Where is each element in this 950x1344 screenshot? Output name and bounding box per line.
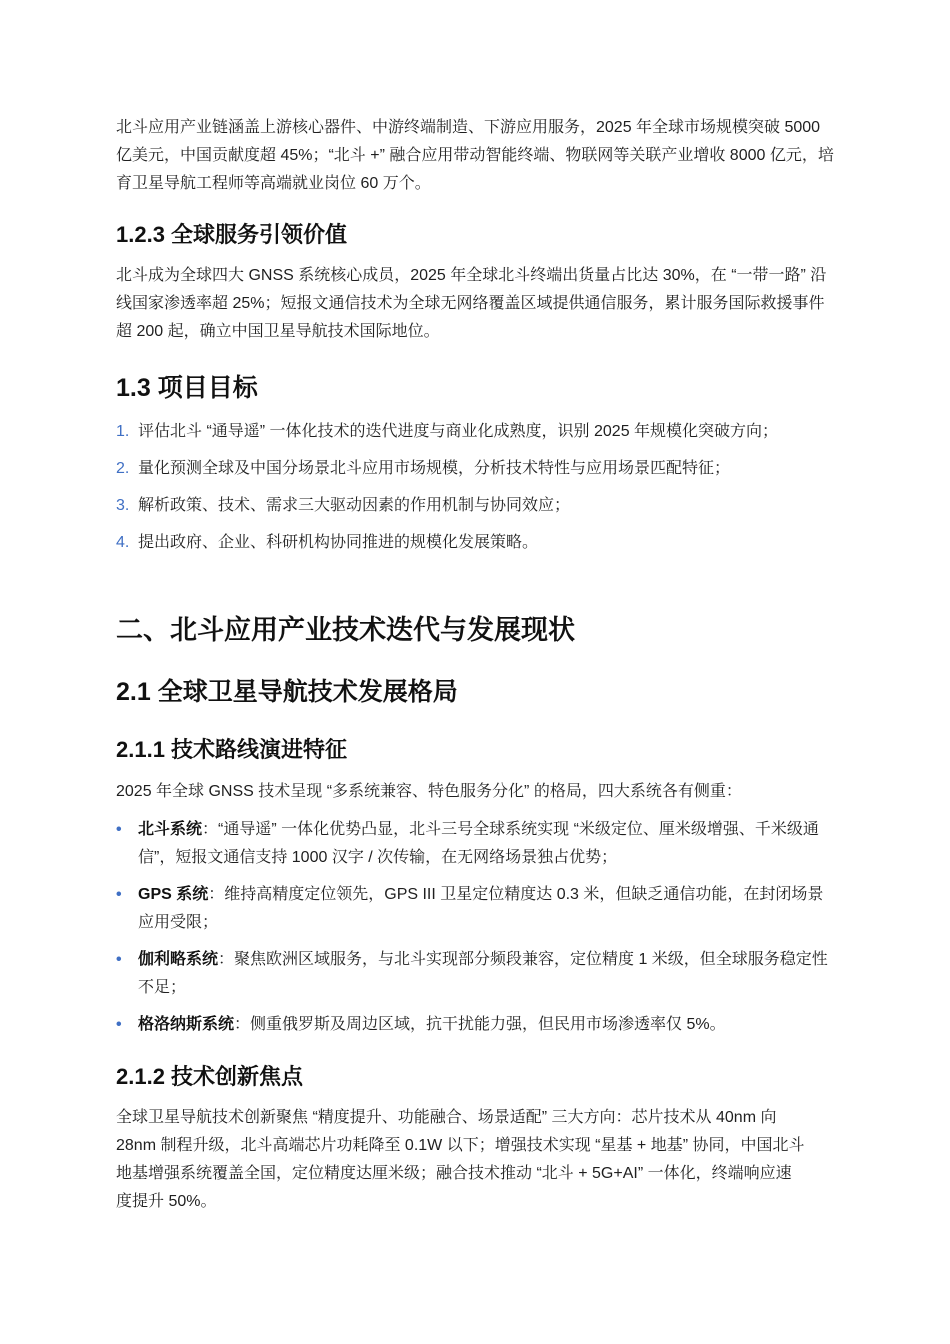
goal-item-2 bbox=[116, 455, 836, 483]
paragraph-1-2-3: 北斗成为全球四大 GNSS 系统核心成员，2025 年全球北斗终端出货量占比达 30%，在 “一带一路” 沿线国家渗透率超 25%；短报文通信技术为全球无网络覆盖区域提供通信服务，累计服务国际救援事件超 200 起，确立中国卫星导航技术国际地位。 bbox=[116, 267, 827, 340]
goal-text: 评估北斗 “通导遥” 一体化技术的迭代进度与商业化成熟度，识别 2025 年规模化突破方向； bbox=[138, 423, 779, 440]
paragraph-2-1-1: 2025 年全球 GNSS 技术呈现 “多系统兼容、特色服务分化” 的格局，四大系统各有侧重： bbox=[116, 783, 742, 800]
system-term: 格洛纳斯系统 bbox=[138, 1016, 235, 1033]
project-goals-list bbox=[116, 418, 836, 566]
goal-number: 1. bbox=[116, 423, 130, 440]
bullet-icon: • bbox=[116, 886, 122, 903]
system-text: ：侧重俄罗斯及周边区域，抗干扰能力强，但民用市场渗透率仅 5%。 bbox=[234, 1016, 726, 1033]
system-term: GPS 系统 bbox=[138, 886, 209, 903]
intro-paragraph: 北斗应用产业链涵盖上游核心器件、中游终端制造、下游应用服务，2025 年全球市场规模突破 5000 亿美元，中国贡献度超 45%；“北斗 +” 融合应用带动智能终端、物联网等关联产业增收 8000 亿元，培育卫星导航工程师等高端就业岗位 60 万个。 bbox=[116, 119, 834, 192]
bullet-icon: • bbox=[116, 951, 122, 968]
system-term: 北斗系统 bbox=[138, 821, 203, 838]
goal-number: 4. bbox=[116, 534, 130, 551]
heading-chapter-2: 二、北斗应用产业技术迭代与发展现状 bbox=[116, 615, 575, 645]
heading-1-2-3: 1.2.3 全球服务引领价值 bbox=[116, 222, 348, 247]
system-term: 伽利略系统 bbox=[138, 951, 219, 968]
gnss-systems-list bbox=[116, 816, 836, 1048]
heading-2-1-2: 2.1.2 技术创新焦点 bbox=[116, 1064, 304, 1089]
goal-item-3 bbox=[116, 492, 836, 520]
goal-number: 3. bbox=[116, 497, 130, 514]
goal-text: 提出政府、企业、科研机构协同推进的规模化发展策略。 bbox=[138, 534, 539, 551]
system-item-gps bbox=[116, 881, 836, 937]
heading-2-1-1: 2.1.1 技术路线演进特征 bbox=[116, 737, 348, 762]
heading-1-3: 1.3 项目目标 bbox=[116, 374, 258, 402]
paragraph-2-1-2: 全球卫星导航技术创新聚焦 “精度提升、功能融合、场景适配” 三大方向：芯片技术从 40nm 向 28nm 制程升级，北斗高端芯片功耗降至 0.1W 以下；增强技术实现 “星基 + 地基” 协同，中国北斗地基增强系统覆盖全国，定位精度达厘米级；融合技术推动 “北斗 + 5G+AI” 一体化，终端响应速度提升 50%。 bbox=[116, 1109, 805, 1210]
bullet-icon: • bbox=[116, 1016, 122, 1033]
goal-item-1 bbox=[116, 418, 836, 446]
goal-number: 2. bbox=[116, 460, 130, 477]
bullet-icon: • bbox=[116, 821, 122, 838]
system-text: ：维持高精度定位领先，GPS III 卫星定位精度达 0.3 米，但缺乏通信功能，在封闭场景应用受限； bbox=[138, 886, 824, 931]
goal-text: 量化预测全球及中国分场景北斗应用市场规模，分析技术特性与应用场景匹配特征； bbox=[138, 460, 731, 477]
heading-2-1: 2.1 全球卫星导航技术发展格局 bbox=[116, 678, 458, 706]
system-item-beidou bbox=[116, 816, 836, 872]
system-item-glonass bbox=[116, 1011, 836, 1039]
system-item-galileo bbox=[116, 946, 836, 1002]
system-text: ：聚焦欧洲区域服务，与北斗实现部分频段兼容，定位精度 1 米级，但全球服务稳定性不足； bbox=[138, 951, 828, 996]
goal-text: 解析政策、技术、需求三大驱动因素的作用机制与协同效应； bbox=[138, 497, 571, 514]
system-text: ：“通导遥” 一体化优势凸显，北斗三号全球系统实现 “米级定位、厘米级增强、千米级通信”，短报文通信支持 1000 汉字 / 次传输，在无网络场景独占优势； bbox=[138, 821, 819, 866]
goal-item-4 bbox=[116, 529, 836, 557]
